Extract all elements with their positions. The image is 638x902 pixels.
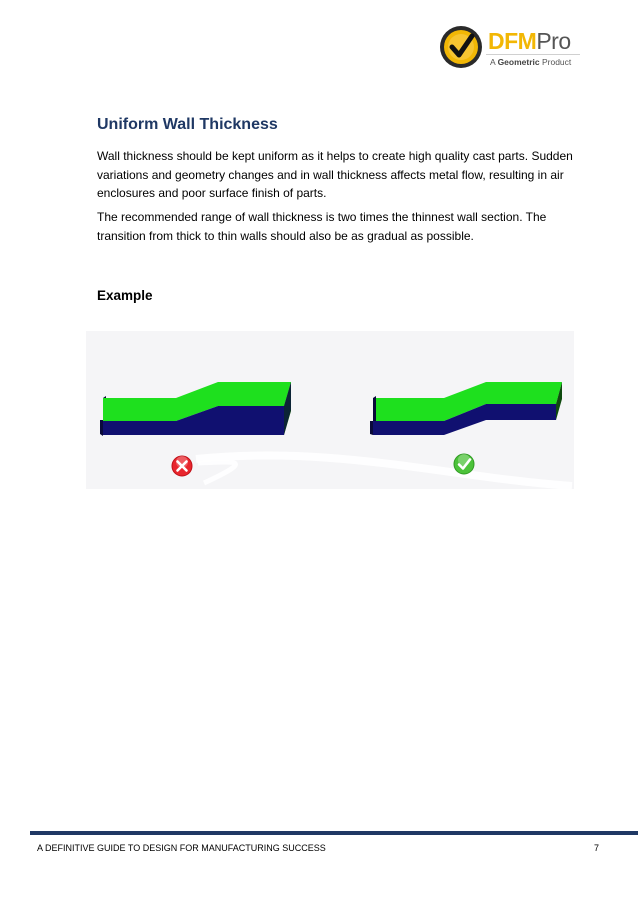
wall-thickness-example-figure — [86, 331, 574, 489]
paragraph-recommended-range: The recommended range of wall thickness is two times the thinnest wall section. The transition from thick to thin walls should also be as gradual as possible. — [97, 210, 547, 243]
brand-pro: Pro — [536, 28, 571, 54]
footer-title: A DEFINITIVE GUIDE TO DESIGN FOR MANUFACTURING SUCCESS — [37, 843, 326, 853]
footer-rule — [30, 831, 638, 835]
brand-name — [488, 28, 571, 54]
section-title: Uniform Wall Thickness — [97, 116, 278, 133]
paragraph-uniformity: Wall thickness should be kept uniform as it helps to create high quality cast parts. Sudden variations and geometry changes and in wall thickness affects metal flow, resulting in air enclosures and poor surface finish of parts. — [97, 149, 573, 200]
dfmpro-logo — [438, 24, 618, 74]
green-check-icon — [454, 454, 474, 474]
tagline-suffix: Product — [539, 57, 572, 67]
non-uniform-wall-part — [100, 382, 291, 436]
red-cross-icon — [172, 456, 192, 476]
page-number: 7 — [594, 843, 600, 853]
uniform-wall-part — [370, 382, 562, 435]
checkmark-badge-icon — [438, 24, 484, 70]
brand-dfm: DFM — [488, 28, 537, 54]
tagline-prefix: A — [490, 57, 498, 67]
brand-tagline — [486, 54, 580, 69]
tagline-bold: Geometric — [497, 57, 540, 67]
example-heading: Example — [97, 288, 153, 303]
